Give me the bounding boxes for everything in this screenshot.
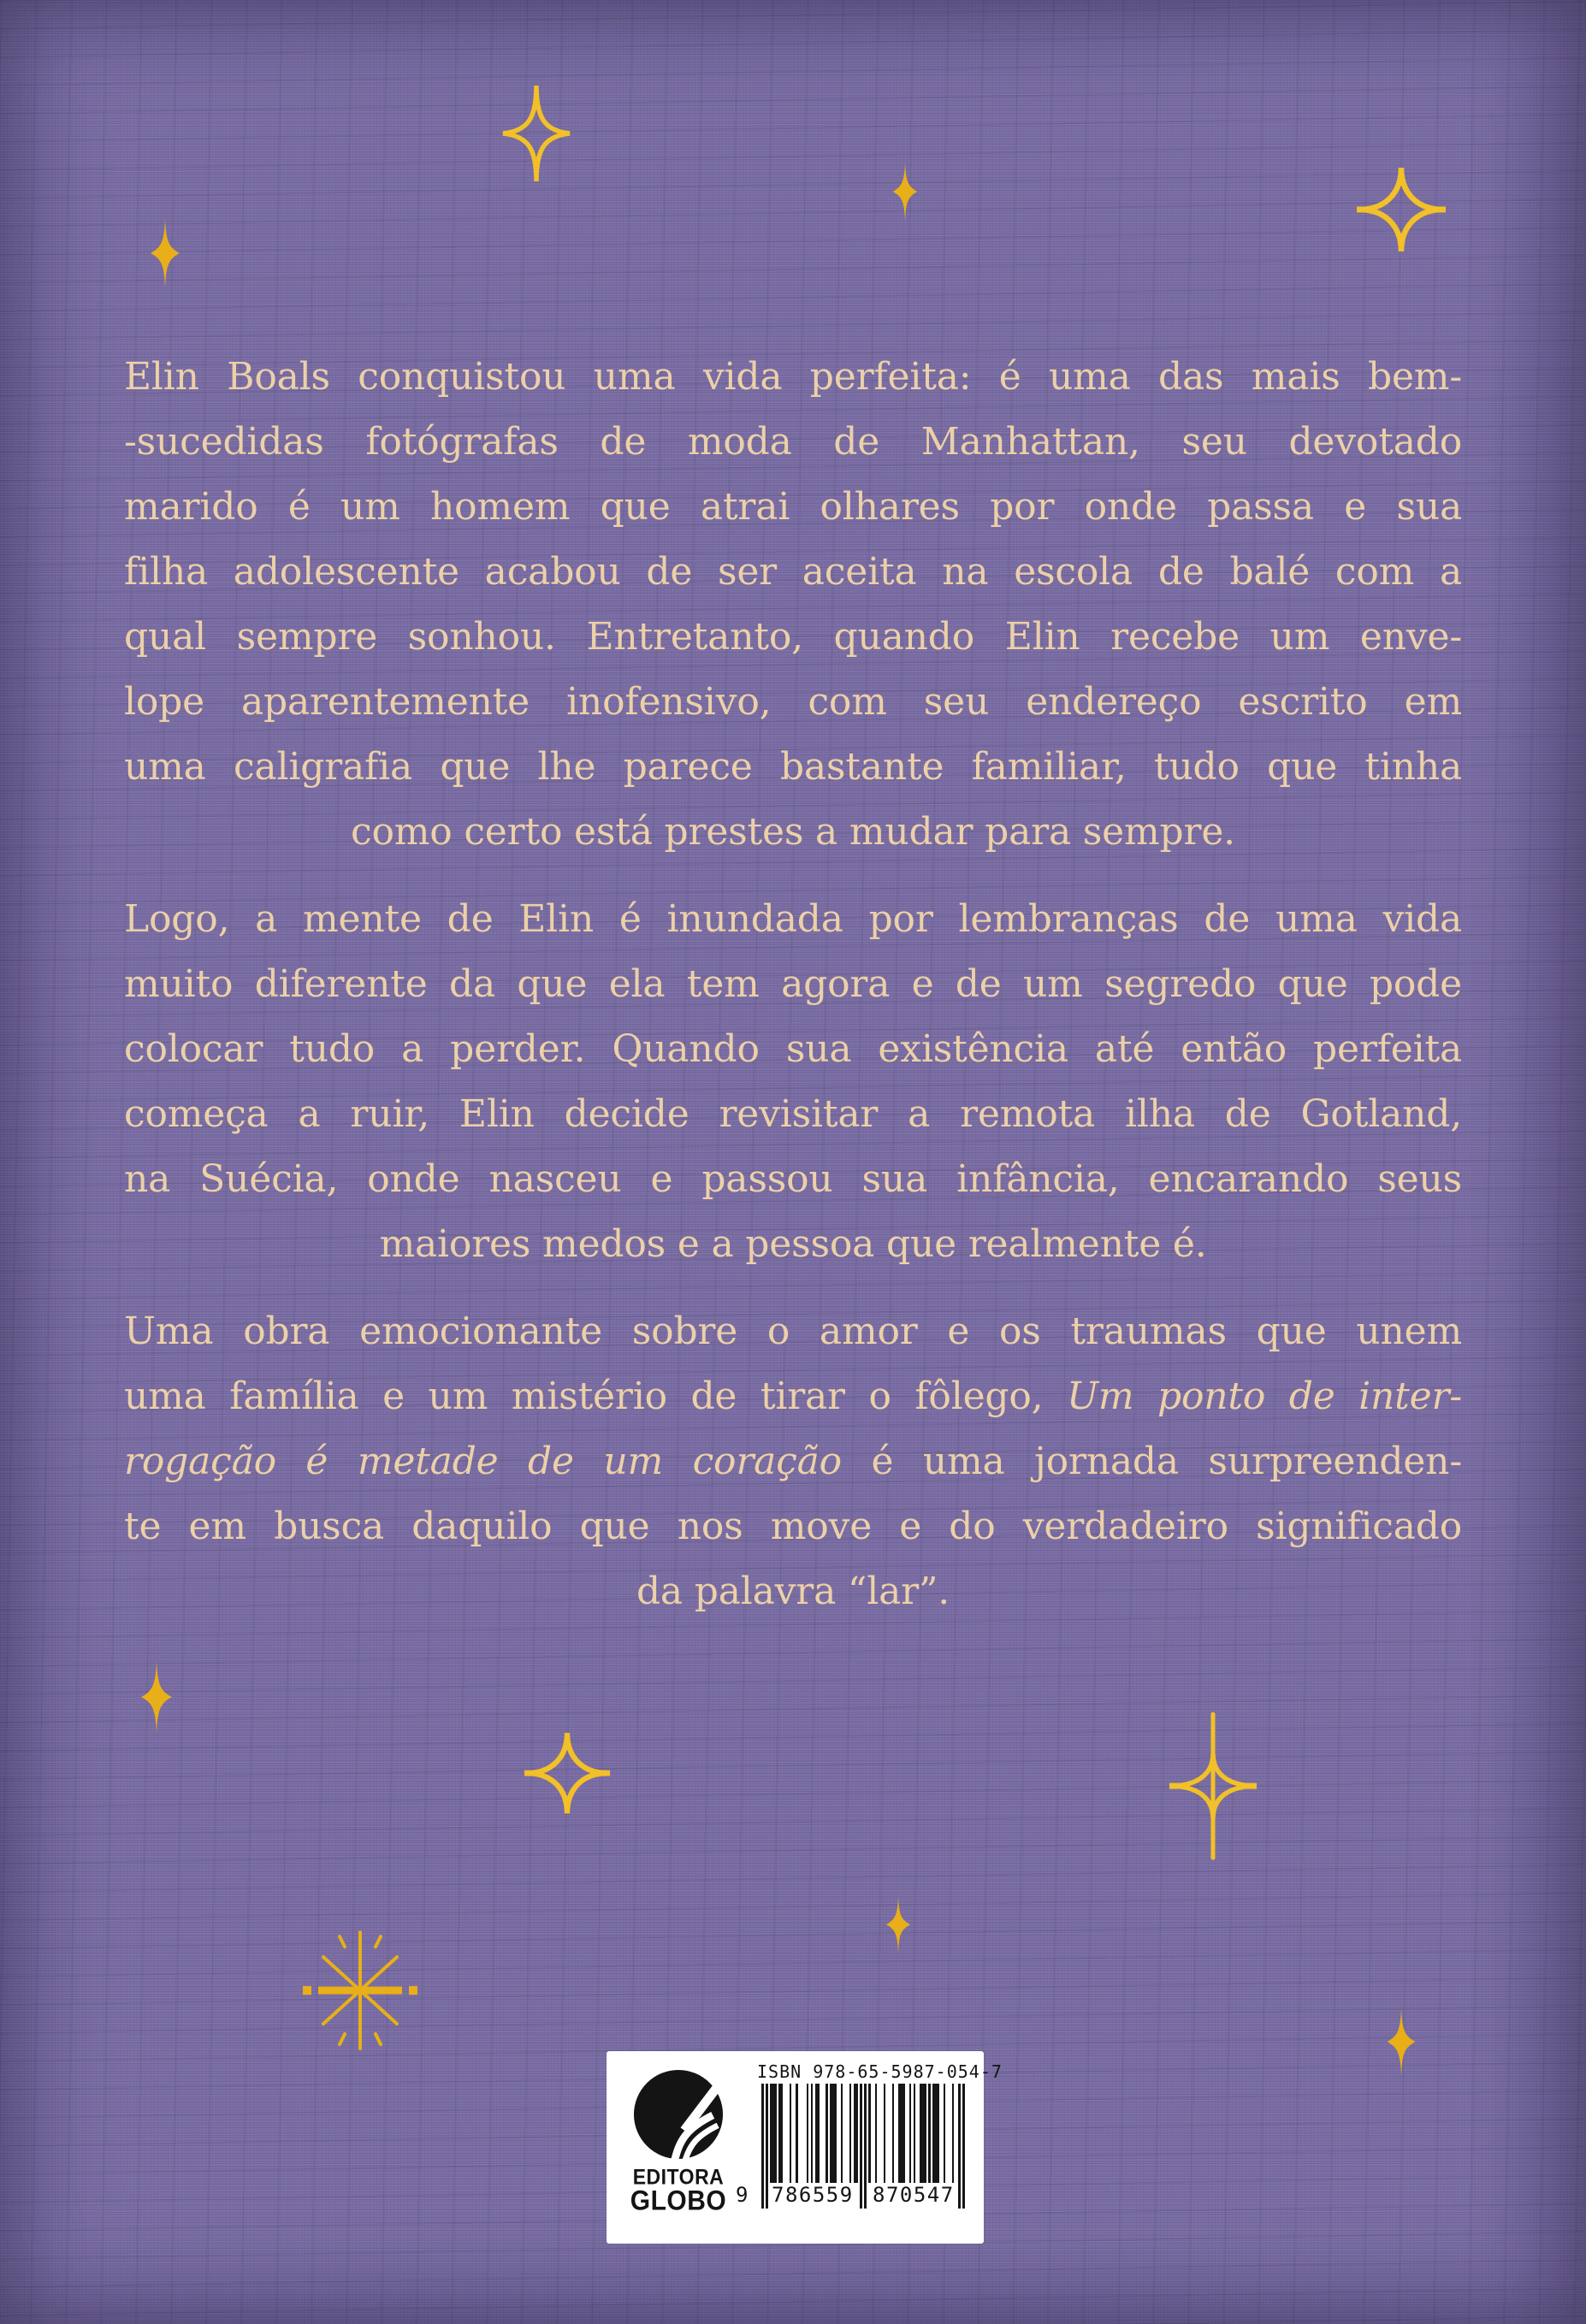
barcode-bar: [937, 2084, 939, 2183]
barcode-bar: [817, 2084, 820, 2183]
synopsis: [124, 345, 1462, 1647]
barcode-bar: [790, 2084, 792, 2183]
barcode-bar: [914, 2084, 916, 2183]
barcode-bar: [774, 2084, 777, 2183]
star-outline-star-icon: [524, 1723, 611, 1824]
barcode-digit-group1: 786559: [772, 2183, 854, 2207]
synopsis-line: uma família e um mistério de tirar o fôlego, Um ponto de inter-: [124, 1375, 1462, 1418]
sparkle-star-icon: [880, 1896, 916, 1953]
synopsis-line: muito diferente da que ela tem agora e de um segredo que pode: [124, 962, 1462, 1006]
barcode-bar: [952, 2084, 955, 2183]
barcode-bar: [761, 2084, 764, 2209]
barcode-bar: [868, 2084, 871, 2183]
barcode-bar: [781, 2084, 784, 2183]
synopsis-line: colocar tudo a perder. Quando sua existência até então perfeita: [124, 1027, 1462, 1071]
barcode-bar: [892, 2084, 895, 2183]
synopsis-line: uma caligrafia que lhe parece bastante familiar, tudo que tinha: [124, 745, 1462, 789]
synopsis-line: te em busca daquilo que nos move e do verdadeiro significado: [124, 1505, 1462, 1548]
sparkle-star-icon: [1381, 2008, 1422, 2075]
synopsis-line: Elin Boals conquistou uma vida perfeita: é uma das mais bem-: [124, 355, 1462, 399]
barcode-bar: [924, 2084, 926, 2183]
barcode-bar: [841, 2084, 843, 2183]
barcode-bar: [864, 2084, 867, 2209]
synopsis-line: começa a ruir, Elin decide revisitar a remota ilha de Gotland,: [124, 1092, 1462, 1136]
publisher-logo: [629, 2068, 728, 2216]
barcode-bar: [834, 2084, 837, 2183]
ean13-barcode: [736, 2084, 965, 2209]
publisher-name-globo: GLOBO: [630, 2185, 727, 2217]
synopsis-line: lope aparentemente inofensivo, com seu endereço escrito em: [124, 680, 1462, 724]
barcode-digit-prefix: 9: [736, 2183, 749, 2207]
barcode-bar: [811, 2084, 814, 2183]
synopsis-line: maiores medos e a pessoa que realmente é.: [379, 1222, 1207, 1266]
isbn-label: ISBN 978-65-5987-054-7: [757, 2061, 1003, 2082]
barcode-digit-group2: 870547: [873, 2183, 955, 2207]
barcode-bar: [766, 2084, 768, 2209]
burst-star-icon: [295, 1925, 425, 2055]
sparkle-star-icon: [148, 218, 182, 288]
barcode-bar: [928, 2084, 931, 2183]
synopsis-line: filha adolescente acabou de ser aceita na escola de balé com a: [124, 550, 1462, 594]
synopsis-line: rogação é metade de um coração é uma jornada surpreenden-: [124, 1440, 1462, 1483]
synopsis-paragraph: [124, 887, 1462, 1277]
sparkle-star-icon: [890, 163, 920, 221]
barcode-panel: [607, 2051, 1003, 2244]
editora-globo-logo-icon: [632, 2068, 725, 2161]
synopsis-line: Logo, a mente de Elin é inundada por lembranças de uma vida: [124, 897, 1462, 941]
barcode-bar: [962, 2084, 965, 2209]
barcode-bar: [902, 2084, 905, 2183]
synopsis-line: na Suécia, onde nasceu e passou sua infância, encarando seus: [124, 1157, 1462, 1201]
barcode-bar: [860, 2084, 862, 2209]
barcode-bar: [909, 2084, 912, 2183]
barcode-bar: [884, 2084, 886, 2183]
barcode-bar: [849, 2084, 852, 2183]
barcode-bar: [807, 2084, 809, 2183]
synopsis-line: como certo está prestes a mudar para sempre.: [351, 810, 1235, 854]
synopsis-line: da palavra “lar”.: [636, 1570, 950, 1613]
synopsis-line: qual sempre sonhou. Entretanto, quando Elin recebe um enve-: [124, 615, 1462, 659]
cross-outline-star-icon: [500, 83, 573, 184]
barcode-bar: [875, 2084, 878, 2183]
barcode-bar: [826, 2084, 828, 2183]
needle-outline-star-icon: [1168, 1714, 1258, 1858]
synopsis-paragraph: [124, 345, 1462, 865]
publisher-name-editora: EDITORA: [632, 2164, 725, 2189]
synopsis-line: -sucedidas fotógrafas de moda de Manhattan, seu devotado: [124, 420, 1462, 464]
barcode-bar: [944, 2084, 946, 2183]
synopsis-line: Uma obra emocionante sobre o amor e os traumas que unem: [124, 1310, 1462, 1353]
barcode-bar: [958, 2084, 961, 2209]
barcode-bar: [855, 2084, 858, 2183]
synopsis-paragraph: [124, 1299, 1462, 1624]
sparkle-star-icon: [138, 1661, 175, 1733]
barcode-bar: [796, 2084, 798, 2183]
synopsis-line: marido é um homem que atrai olhares por onde passa e sua: [124, 485, 1462, 529]
star-outline-star-icon: [1356, 164, 1447, 255]
